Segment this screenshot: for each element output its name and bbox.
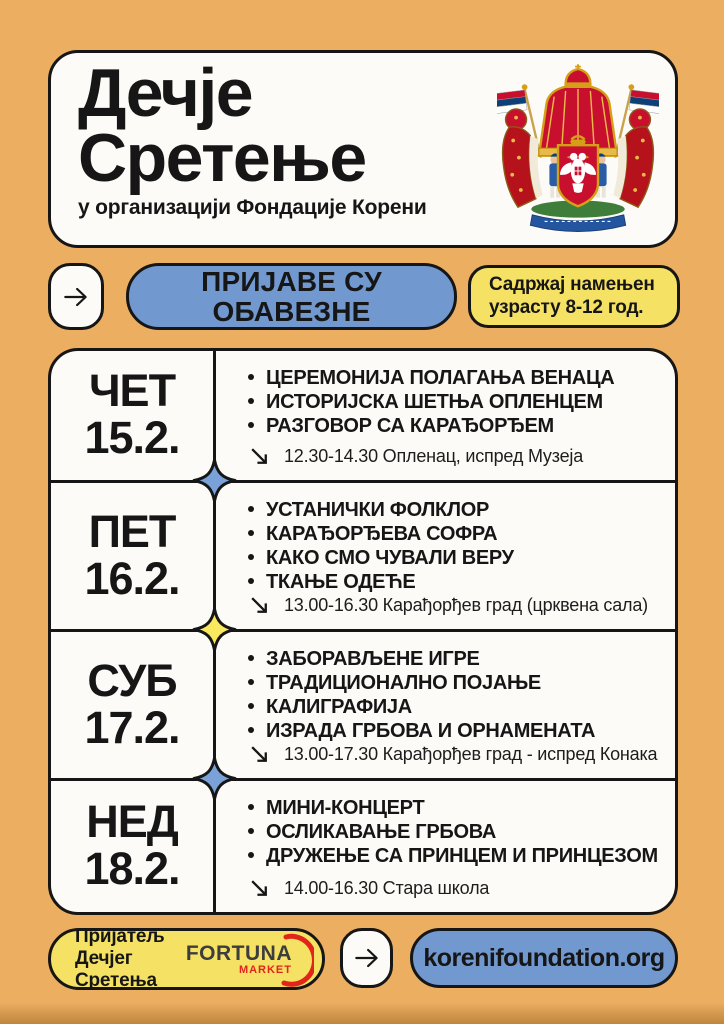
activity-item: ЦЕРЕМОНИЈА ПОЛАГАЊА ВЕНАЦА [248, 366, 661, 390]
arrow-down-right-icon [248, 743, 271, 766]
day-label: ЧЕТ [88, 365, 176, 417]
fortuna-swoosh-icon [276, 933, 314, 989]
schedule-activities-cell [216, 632, 675, 778]
time-location [248, 743, 661, 766]
activity-list [248, 498, 661, 594]
time-location [248, 445, 661, 468]
schedule-card [48, 348, 678, 915]
sponsor-label-line1: Пријатељ [75, 926, 165, 948]
age-note-line1: Садржај намењен [489, 274, 655, 296]
activity-item: ДРУЖЕЊЕ СА ПРИНЦЕМ И ПРИНЦЕЗОМ [248, 844, 661, 868]
page-title-line2: Сретење [78, 119, 366, 196]
day-label: НЕД [86, 796, 178, 848]
website-link[interactable] [410, 928, 678, 988]
activity-list [248, 796, 661, 868]
arrow-down-right-icon [248, 877, 271, 900]
age-note-badge [468, 265, 680, 328]
activity-item: ЗАБОРАВЉЕНЕ ИГРЕ [248, 647, 661, 671]
schedule-activities-cell [216, 483, 675, 629]
sponsor-label-line2: Дечјег Сретења [75, 948, 157, 991]
schedule [51, 351, 675, 912]
pointer-badge [48, 263, 104, 330]
website-url: korenifoundation.org [423, 943, 665, 972]
title-block [78, 55, 427, 220]
time-location-text: 13.00-16.30 Карађорђев град (црквена сала) [284, 594, 648, 615]
date-label: 16.2. [84, 552, 180, 604]
activity-item: ИСТОРИЈСКА ШЕТЊА ОПЛЕНЦЕМ [248, 390, 661, 414]
fortuna-logo-name: FORTUNA [185, 941, 292, 965]
activity-item: КАРАЂОРЂЕВА СОФРА [248, 522, 661, 546]
pointer-badge-footer [340, 928, 393, 988]
date-label: 15.2. [84, 412, 180, 464]
fortuna-market-logo [186, 943, 308, 976]
four-point-star-icon [191, 606, 238, 653]
arrow-right-icon [61, 282, 91, 312]
time-location [248, 594, 661, 617]
schedule-activities-cell [216, 351, 675, 480]
date-label: 17.2. [84, 701, 180, 753]
time-location-text: 12.30-14.30 Опленац, испред Музеја [284, 445, 584, 466]
activity-item: УСТАНИЧКИ ФОЛКЛОР [248, 498, 661, 522]
right-mantle [613, 109, 653, 207]
four-point-star-icon [191, 755, 238, 802]
age-note-line2: узрасту 8-12 год. [489, 296, 644, 318]
time-location-text: 14.00-16.30 Стара школа [284, 878, 490, 898]
activity-list [248, 647, 661, 743]
schedule-row [51, 781, 675, 913]
schedule-row [51, 632, 675, 781]
registration-line1: ПРИЈАВЕ СУ [201, 266, 382, 298]
page-title-line1: Дечје [78, 55, 253, 131]
activity-item: ТРАДИЦИОНАЛНО ПОЈАЊЕ [248, 671, 661, 695]
organizer-subtitle: у организацији Фондације Корени [78, 196, 427, 220]
arrow-right-icon [352, 943, 382, 973]
day-label: СУБ [87, 654, 177, 706]
left-mantle [503, 109, 543, 207]
arrow-down-right-icon [248, 445, 271, 468]
fortuna-logo-sub: MARKET [238, 963, 292, 976]
date-label: 18.2. [84, 843, 180, 895]
time-location-text: 13.00-17.30 Карађорђев град - испред Конака [284, 743, 658, 764]
day-label: ПЕТ [88, 505, 176, 557]
header-card [48, 50, 678, 248]
arrow-down-right-icon [248, 594, 271, 617]
activity-item: ТКАЊЕ ОДЕЋЕ [248, 570, 661, 594]
photo-shadow [0, 1002, 724, 1024]
activity-item: ИЗРАДА ГРБОВА И ОРНАМЕНАТА [248, 719, 661, 743]
activity-item: ОСЛИКАВАЊЕ ГРБОВА [248, 820, 661, 844]
schedule-row [51, 351, 675, 483]
coat-of-arms-icon [497, 63, 659, 237]
activity-item: РАЗГОВОР СА КАРАЂОРЂЕМ [248, 414, 661, 438]
activity-item: КАКО СМО ЧУВАЛИ ВЕРУ [248, 546, 661, 570]
registration-required-banner [126, 263, 457, 330]
registration-line2: ОБАВЕЗНЕ [212, 295, 371, 327]
four-point-star-icon [191, 457, 238, 504]
sponsor-badge [48, 928, 325, 990]
activity-list [248, 366, 661, 438]
time-location [248, 877, 661, 900]
sponsor-label [75, 926, 186, 992]
schedule-row [51, 483, 675, 632]
activity-item: МИНИ-КОНЦЕРТ [248, 796, 661, 820]
activity-item: КАЛИГРАФИЈА [248, 695, 661, 719]
schedule-activities-cell [216, 781, 675, 913]
